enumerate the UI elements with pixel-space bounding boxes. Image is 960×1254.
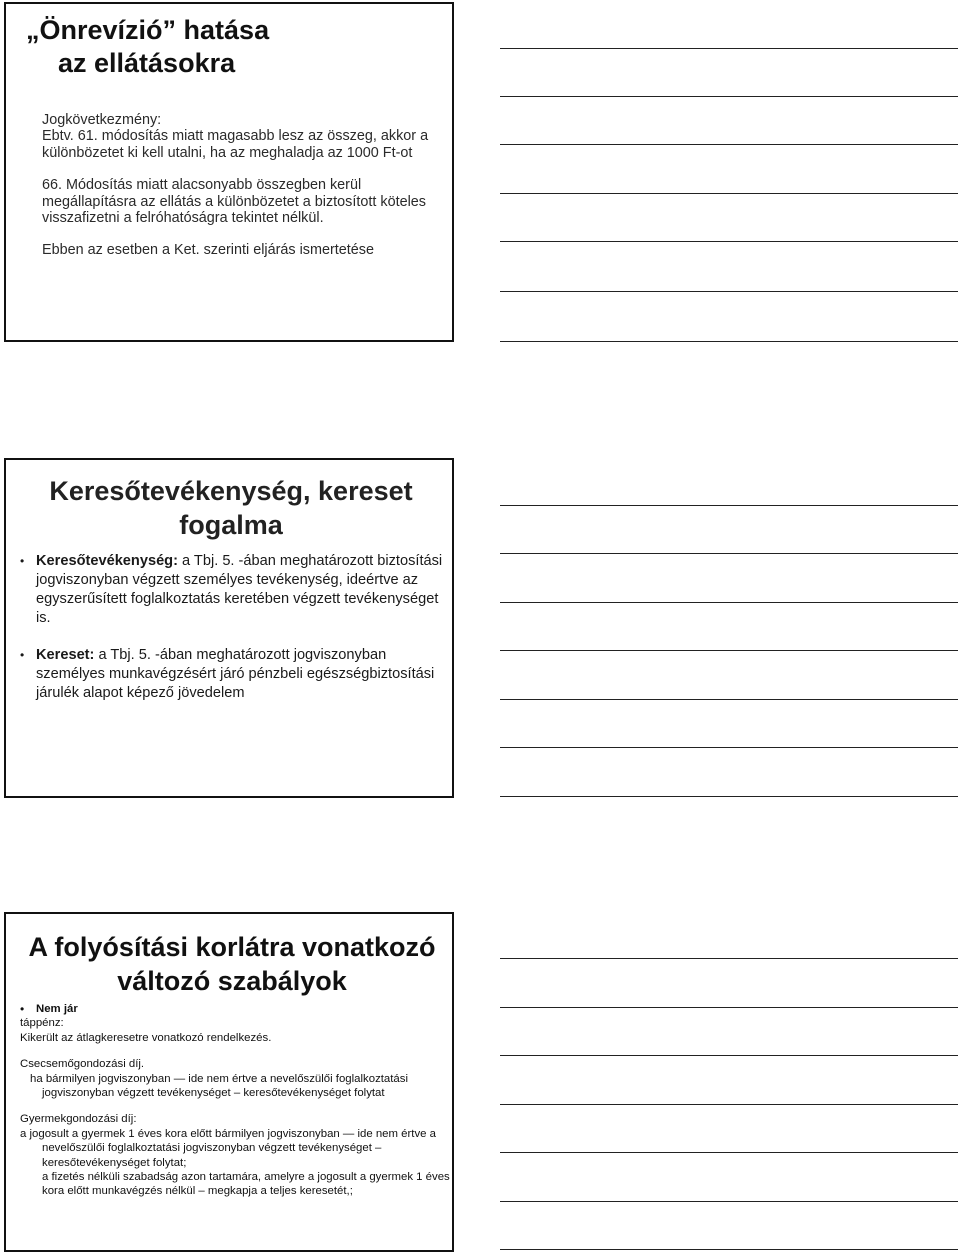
note-line [500, 241, 958, 242]
note-line [500, 1201, 958, 1202]
note-line [500, 144, 958, 145]
note-line [500, 958, 958, 959]
slide-body [20, 1002, 450, 1199]
bullet-icon: • [20, 554, 25, 568]
note-line [500, 1007, 958, 1008]
list-item-nem-jar [20, 1002, 450, 1016]
paragraph-jogkovetkezmeny: Jogkövetkezmény: [42, 112, 162, 128]
atlagkereset-text: Kikerült az átlagkeresetre vonatkozó rendelkezés. [20, 1031, 272, 1044]
nem-jar-label: Nem jár [36, 1003, 78, 1015]
note-line [500, 1152, 958, 1153]
slide-title [26, 14, 426, 80]
note-line [500, 341, 958, 342]
term-keresotevekenyseg: Keresőtevékenység: [36, 553, 178, 569]
paragraph-ket: Ebben az esetben a Ket. szerinti eljárás ismertetése [42, 242, 374, 259]
note-line [500, 602, 958, 603]
csed-heading: Csecsemőgondozási díj. [20, 1058, 145, 1071]
note-line [500, 291, 958, 292]
slide-body [42, 112, 442, 259]
definition-keresotevekenyseg: a Tbj. 5. -ában meghatározott biztosítási jogviszonyban végzett személyes tevékenység, ideértve az egyszerűsített foglalkoztatás keretében végzett tevékenységet is. [36, 553, 443, 626]
paragraph-66: 66. Módosítás miatt alacsonyabb összegben kerül megállapításra az ellátás a különbözetet a biztosított köteles visszafizetni a felróhatóságra tekintet nélkül. [42, 177, 426, 227]
slide-keresotevekenyseg [4, 458, 454, 798]
note-line [500, 193, 958, 194]
csed-text: ha bármilyen jogviszonyban ― ide nem értve a nevelőszülői foglalkoztatási jogviszonyban végzett tevékenységet – keresőtevékenységet folytat [30, 1072, 408, 1100]
list-item-keresotevekenyseg [20, 552, 450, 628]
note-line [500, 796, 958, 797]
bullet-icon: • [20, 1002, 25, 1016]
note-line [500, 650, 958, 651]
note-line [500, 505, 958, 506]
gyed-heading: Gyermekgondozási díj: [20, 1113, 137, 1126]
definition-kereset: a Tbj. 5. -ában meghatározott jogviszonyban személyes munkavégzésért járó pénzbeli egészségbiztosítási járulék alapot képező jövedelem [36, 647, 435, 701]
note-line [500, 48, 958, 49]
bullet-icon: • [20, 648, 25, 662]
slide-onrevizio [4, 2, 454, 342]
slide-title: A folyósítási korlátra vonatkozó változó szabályok [28, 932, 436, 996]
note-line [500, 553, 958, 554]
note-line [500, 747, 958, 748]
gyed-text-a: a jogosult a gyermek 1 éves kora előtt bármilyen jogviszonyban ― ide nem értve a nevelőszülői foglalkoztatási jogviszonyban végzett tevékenységet – keresőtevékenységet folytat; [20, 1127, 436, 1169]
tappenz-label: táppénz: [20, 1017, 64, 1030]
slide-folyositasi-korlat [4, 912, 454, 1252]
term-kereset: Kereset: [36, 647, 95, 663]
paragraph-ebtv-61: Ebtv. 61. módosítás miatt magasabb lesz az összeg, akkor a különbözetet ki kell utalni, ha az meghaladja az 1000 Ft-ot [42, 128, 429, 161]
list-item-kereset [20, 646, 450, 703]
gyed-text-b: a fizetés nélküli szabadság azon tartamára, amelyre a jogosult a gyermek 1 éves kora előtt munkavégzés nélkül – megkapja a teljes keresetét,; [42, 1171, 450, 1198]
slide-body [20, 552, 450, 703]
note-line [500, 1104, 958, 1105]
title-line-2: az ellátásokra [58, 48, 236, 78]
note-line [500, 1055, 958, 1056]
note-line [500, 96, 958, 97]
note-line [500, 699, 958, 700]
note-line [500, 1249, 958, 1250]
slide-title: Keresőtevékenység, kereset fogalma [49, 476, 413, 540]
title-line-1: „Önrevízió” hatása [26, 15, 270, 45]
